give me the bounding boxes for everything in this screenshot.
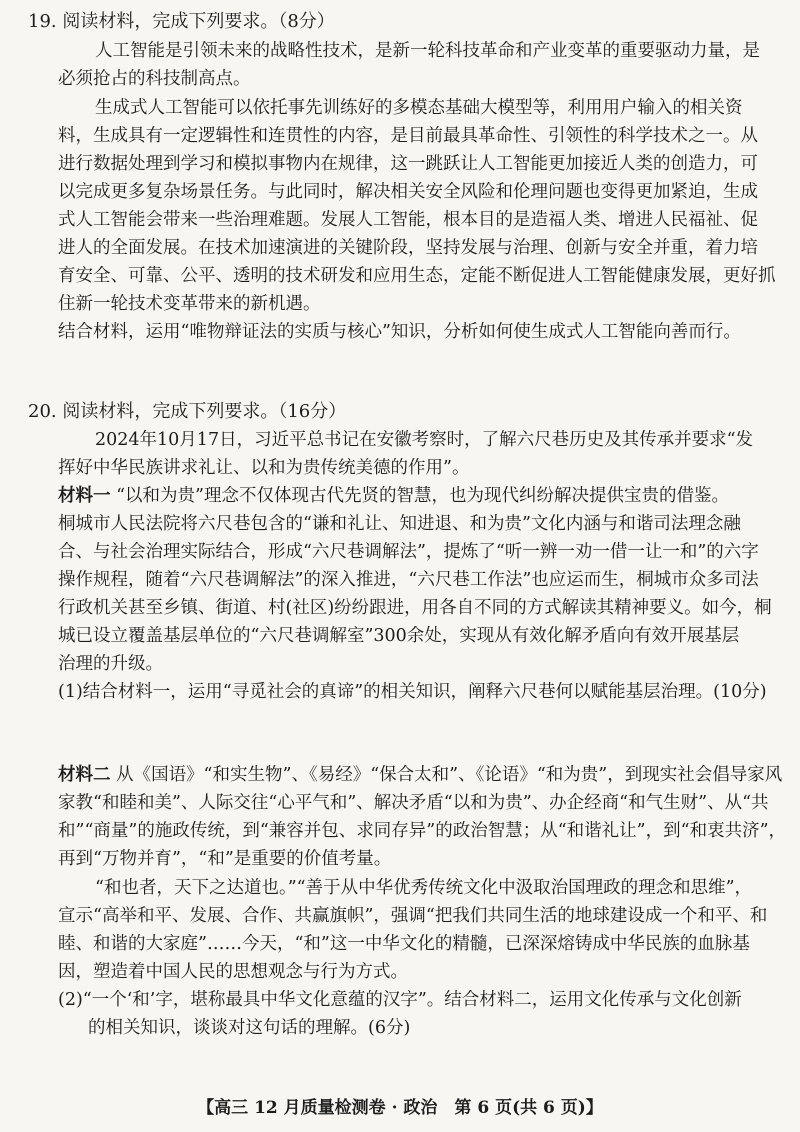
material2-line: 因，塑造着中国人民的思想观念与行为方式。 xyxy=(58,962,408,982)
material1-line: “以和为贵”理念不仅体现古代先贤的智慧，也为现代纠纷解决提供宝贵的借鉴。 xyxy=(110,486,729,506)
q19-line: 生成式人工智能可以依托事先训练好的多模态基础大模型等，利用用户输入的相关资 xyxy=(95,98,743,118)
material2-line: 从《国语》“和实生物”、《易经》“保合太和”、《论语》“和为贵”，到现实社会倡导家风 xyxy=(110,765,783,785)
q20-intro-line: 挥好中华民族讲求礼让、以和为贵传统美德的作用”。 xyxy=(58,458,470,478)
q19-line: 进行数据处理到学习和模拟事物内在规律，这一跳跃让人工智能更加接近人类的创造力，可 xyxy=(58,154,758,174)
q19-task: 结合材料，运用“唯物辩证法的实质与核心”知识，分析如何使生成式人工智能向善而行。 xyxy=(58,322,741,342)
material1-label: 材料一 xyxy=(58,486,111,506)
material2-first-line xyxy=(58,763,800,787)
q19-line: 人工智能是引领未来的战略性技术，是新一轮科技革命和产业变革的重要驱动力量，是 xyxy=(95,41,760,61)
q20-sub2: (2)“一个‘和’字，堪称最具中华文化意蕴的汉字”。结合材料二，运用文化传承与文化创新 xyxy=(58,990,742,1010)
material1-line: 合、与社会治理实际结合，形成“六尺巷调解法”，提炼了“听一辨一劝一借一让一和”的六字 xyxy=(58,542,759,562)
q20-intro-line: 2024年10月17日，习近平总书记在安徽考察时，了解六尺巷历史及其传承并要求“发 xyxy=(95,430,754,450)
material1-first-line xyxy=(58,484,800,508)
material2-line: 和”“商量”的施政传统，到“兼容并包、求同存异”的政治智慧；从“和谐礼让”，到“和衷共济”， xyxy=(58,821,787,841)
material1-line: 行政机关甚至乡镇、街道、村(社区)纷纷跟进，用各自不同的方式解读其精神要义。如今，桐 xyxy=(58,598,772,618)
q20-sub1: (1)结合材料一，运用“寻觅社会的真谛”的相关知识，阐释六尺巷何以赋能基层治理。(10分) xyxy=(58,682,767,702)
material1-line: 桐城市人民法院将六尺巷包含的“谦和礼让、知进退、和为贵”文化内涵与和谐司法理念融 xyxy=(58,514,741,534)
q19-line: 必须抢占的科技制高点。 xyxy=(58,69,251,89)
q20-sub2: 的相关知识，谈谈对这句话的理解。(6分) xyxy=(88,1018,411,1038)
q19-line: 育安全、可靠、公平、透明的技术研发和应用生态，定能不断促进人工智能健康发展，更好抓 xyxy=(58,266,776,286)
q19-line: 住新一轮技术变革带来的新机遇。 xyxy=(58,294,321,314)
material1-line: 治理的升级。 xyxy=(58,654,163,674)
material2-line: 宣示“高举和平、发展、合作、共赢旗帜”，强调“把我们共同生活的地球建设成一个和平、和 xyxy=(58,906,768,926)
material2-line: “和也者，天下之达道也。”“善于从中华优秀传统文化中汲取治国理政的理念和思维”， xyxy=(95,878,753,898)
q19-heading: 19. 阅读材料，完成下列要求。（8分） xyxy=(28,11,335,32)
q19-line: 进人的全面发展。在技术加速演进的关键阶段，坚持发展与治理、创新与安全并重，着力培 xyxy=(58,238,758,258)
material2-line: 再到“万物并育”，“和”是重要的价值考量。 xyxy=(58,849,392,869)
page-footer: 【高三 12 月质量检测卷 · 政治 第 6 页(共 6 页)】 xyxy=(197,1098,603,1118)
material1-line: 操作规程，随着“六尺巷调解法”的深入推进，“六尺巷工作法”也应运而生，桐城市众多司法 xyxy=(58,570,759,590)
material2-line: 睦、和谐的大家庭”……今天，“和”这一中华文化的精髓，已深深熔铸成中华民族的血脉基 xyxy=(58,934,750,954)
q19-line: 料，生成具有一定逻辑性和连贯性的内容，是目前最具革命性、引领性的科学技术之一。从 xyxy=(58,126,758,146)
q19-line: 式人工智能会带来一些治理难题。发展人工智能，根本目的是造福人类、增进人民福祉、促 xyxy=(58,210,758,230)
material1-line: 城已设立覆盖基层单位的“六尺巷调解室”300余处，实现从有效化解矛盾向有效开展基层 xyxy=(58,626,740,646)
q20-heading: 20. 阅读材料，完成下列要求。（16分） xyxy=(28,401,347,422)
material2-line: 家教“和睦和美”、人际交往“心平气和”、解决矛盾“以和为贵”、办企经商“和气生财”、从“共 xyxy=(58,793,769,813)
q19-line: 以完成更多复杂场景任务。与此同时，解决相关安全风险和伦理问题也变得更加紧迫，生成 xyxy=(58,182,758,202)
material2-label: 材料二 xyxy=(58,765,111,785)
